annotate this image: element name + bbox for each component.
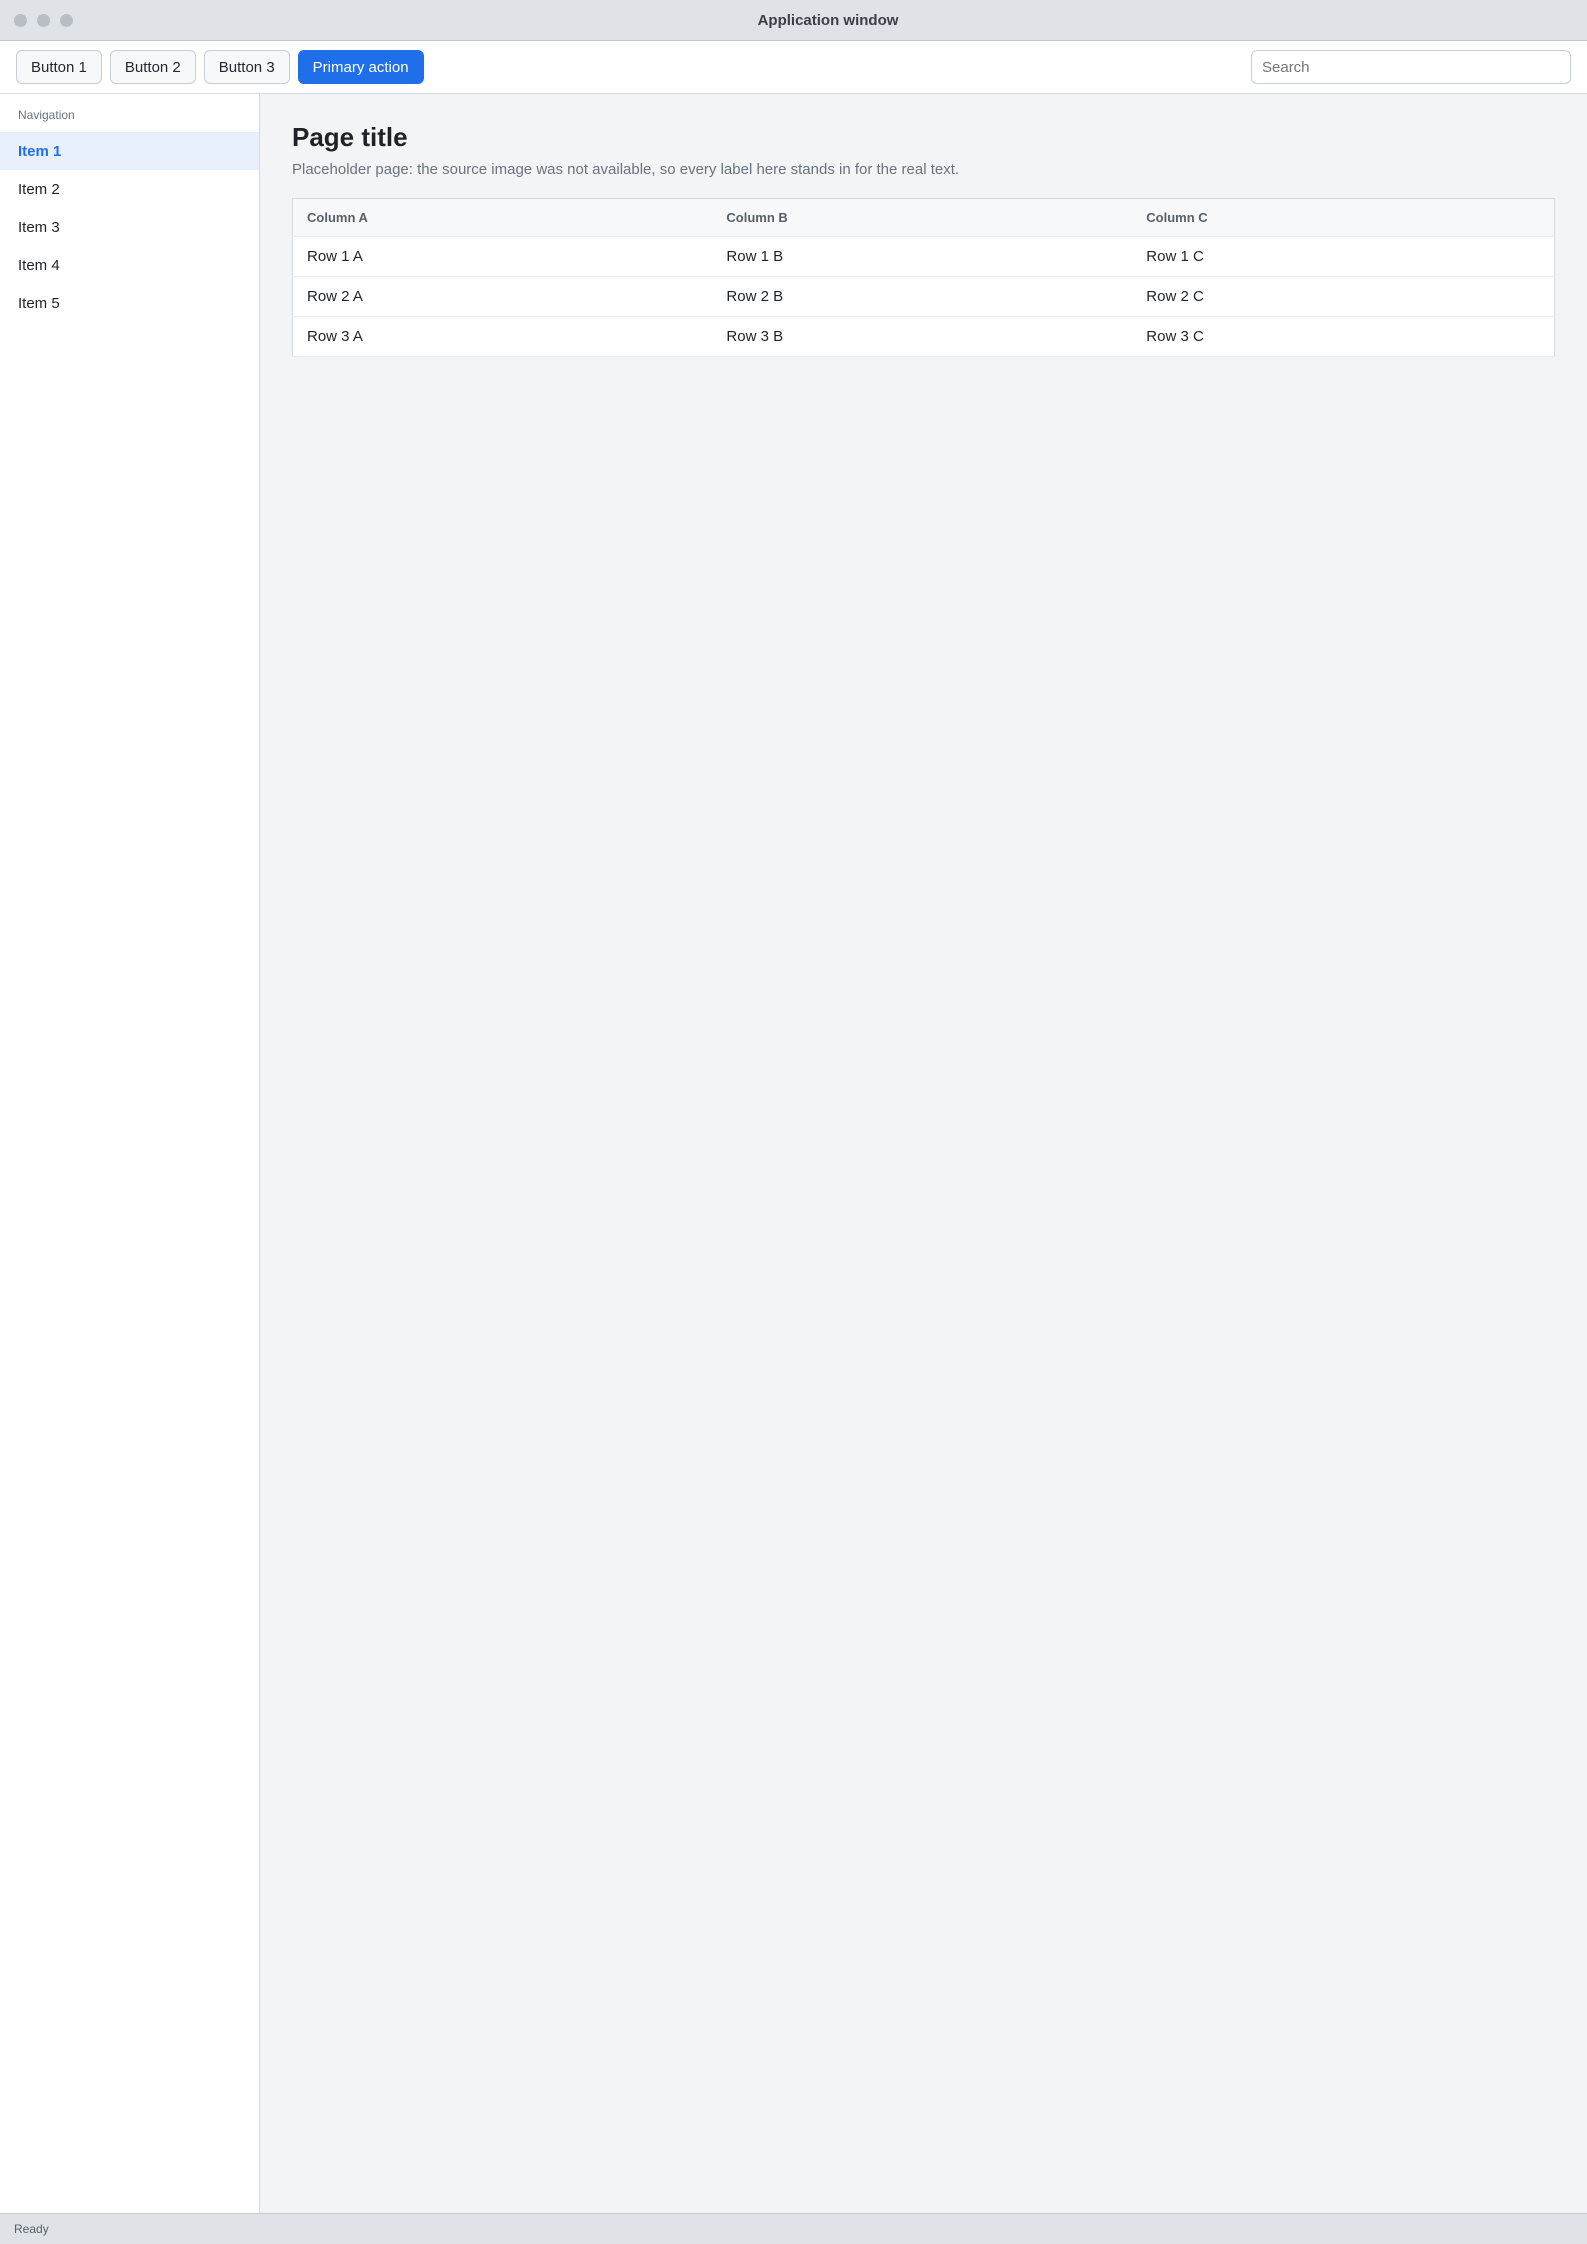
maximize-window-button[interactable] [60, 14, 73, 27]
column-header[interactable]: Column C [1132, 199, 1554, 237]
column-header[interactable]: Column B [712, 199, 1132, 237]
toolbar [0, 41, 1587, 94]
status-text: Ready [14, 2222, 49, 2236]
search-input[interactable] [1251, 50, 1571, 84]
sidebar-item-1[interactable]: Item 1 [0, 132, 259, 170]
placeholder-notice: Placeholder page: the source image was not available, so every label here stands in for the real text. [292, 161, 960, 178]
table-row[interactable] [293, 237, 1555, 277]
primary-action-button[interactable]: Primary action [298, 50, 424, 84]
data-table [292, 198, 1555, 357]
page-title: Page title [292, 122, 408, 152]
table-header-row [293, 199, 1555, 237]
title-bar [0, 0, 1587, 41]
table-cell: Row 2 B [712, 277, 1132, 317]
table-cell: Row 3 B [712, 317, 1132, 357]
table-cell: Row 3 A [293, 317, 713, 357]
sidebar-heading: Navigation [18, 108, 75, 122]
close-window-button[interactable] [14, 14, 27, 27]
sidebar-item-4[interactable]: Item 4 [18, 256, 60, 274]
table-cell: Row 2 C [1132, 277, 1554, 317]
minimize-window-button[interactable] [37, 14, 50, 27]
sidebar [0, 94, 260, 2213]
content-panel [260, 94, 1587, 2213]
toolbar-button-3[interactable]: Button 3 [204, 50, 290, 84]
table-row[interactable] [293, 317, 1555, 357]
table-row[interactable] [293, 277, 1555, 317]
main-area [0, 94, 1587, 2213]
toolbar-button-1[interactable]: Button 1 [16, 50, 102, 84]
table-cell: Row 1 B [712, 237, 1132, 277]
table-cell: Row 3 C [1132, 317, 1554, 357]
table-cell: Row 2 A [293, 277, 713, 317]
window-title: Application window [757, 11, 899, 29]
sidebar-item-3[interactable]: Item 3 [18, 218, 60, 236]
table-cell: Row 1 A [293, 237, 713, 277]
sidebar-item-2[interactable]: Item 2 [18, 180, 60, 198]
column-header[interactable]: Column A [293, 199, 713, 237]
toolbar-button-2[interactable]: Button 2 [110, 50, 196, 84]
status-bar [0, 2213, 1587, 2244]
table-cell: Row 1 C [1132, 237, 1554, 277]
sidebar-item-5[interactable]: Item 5 [18, 294, 60, 312]
